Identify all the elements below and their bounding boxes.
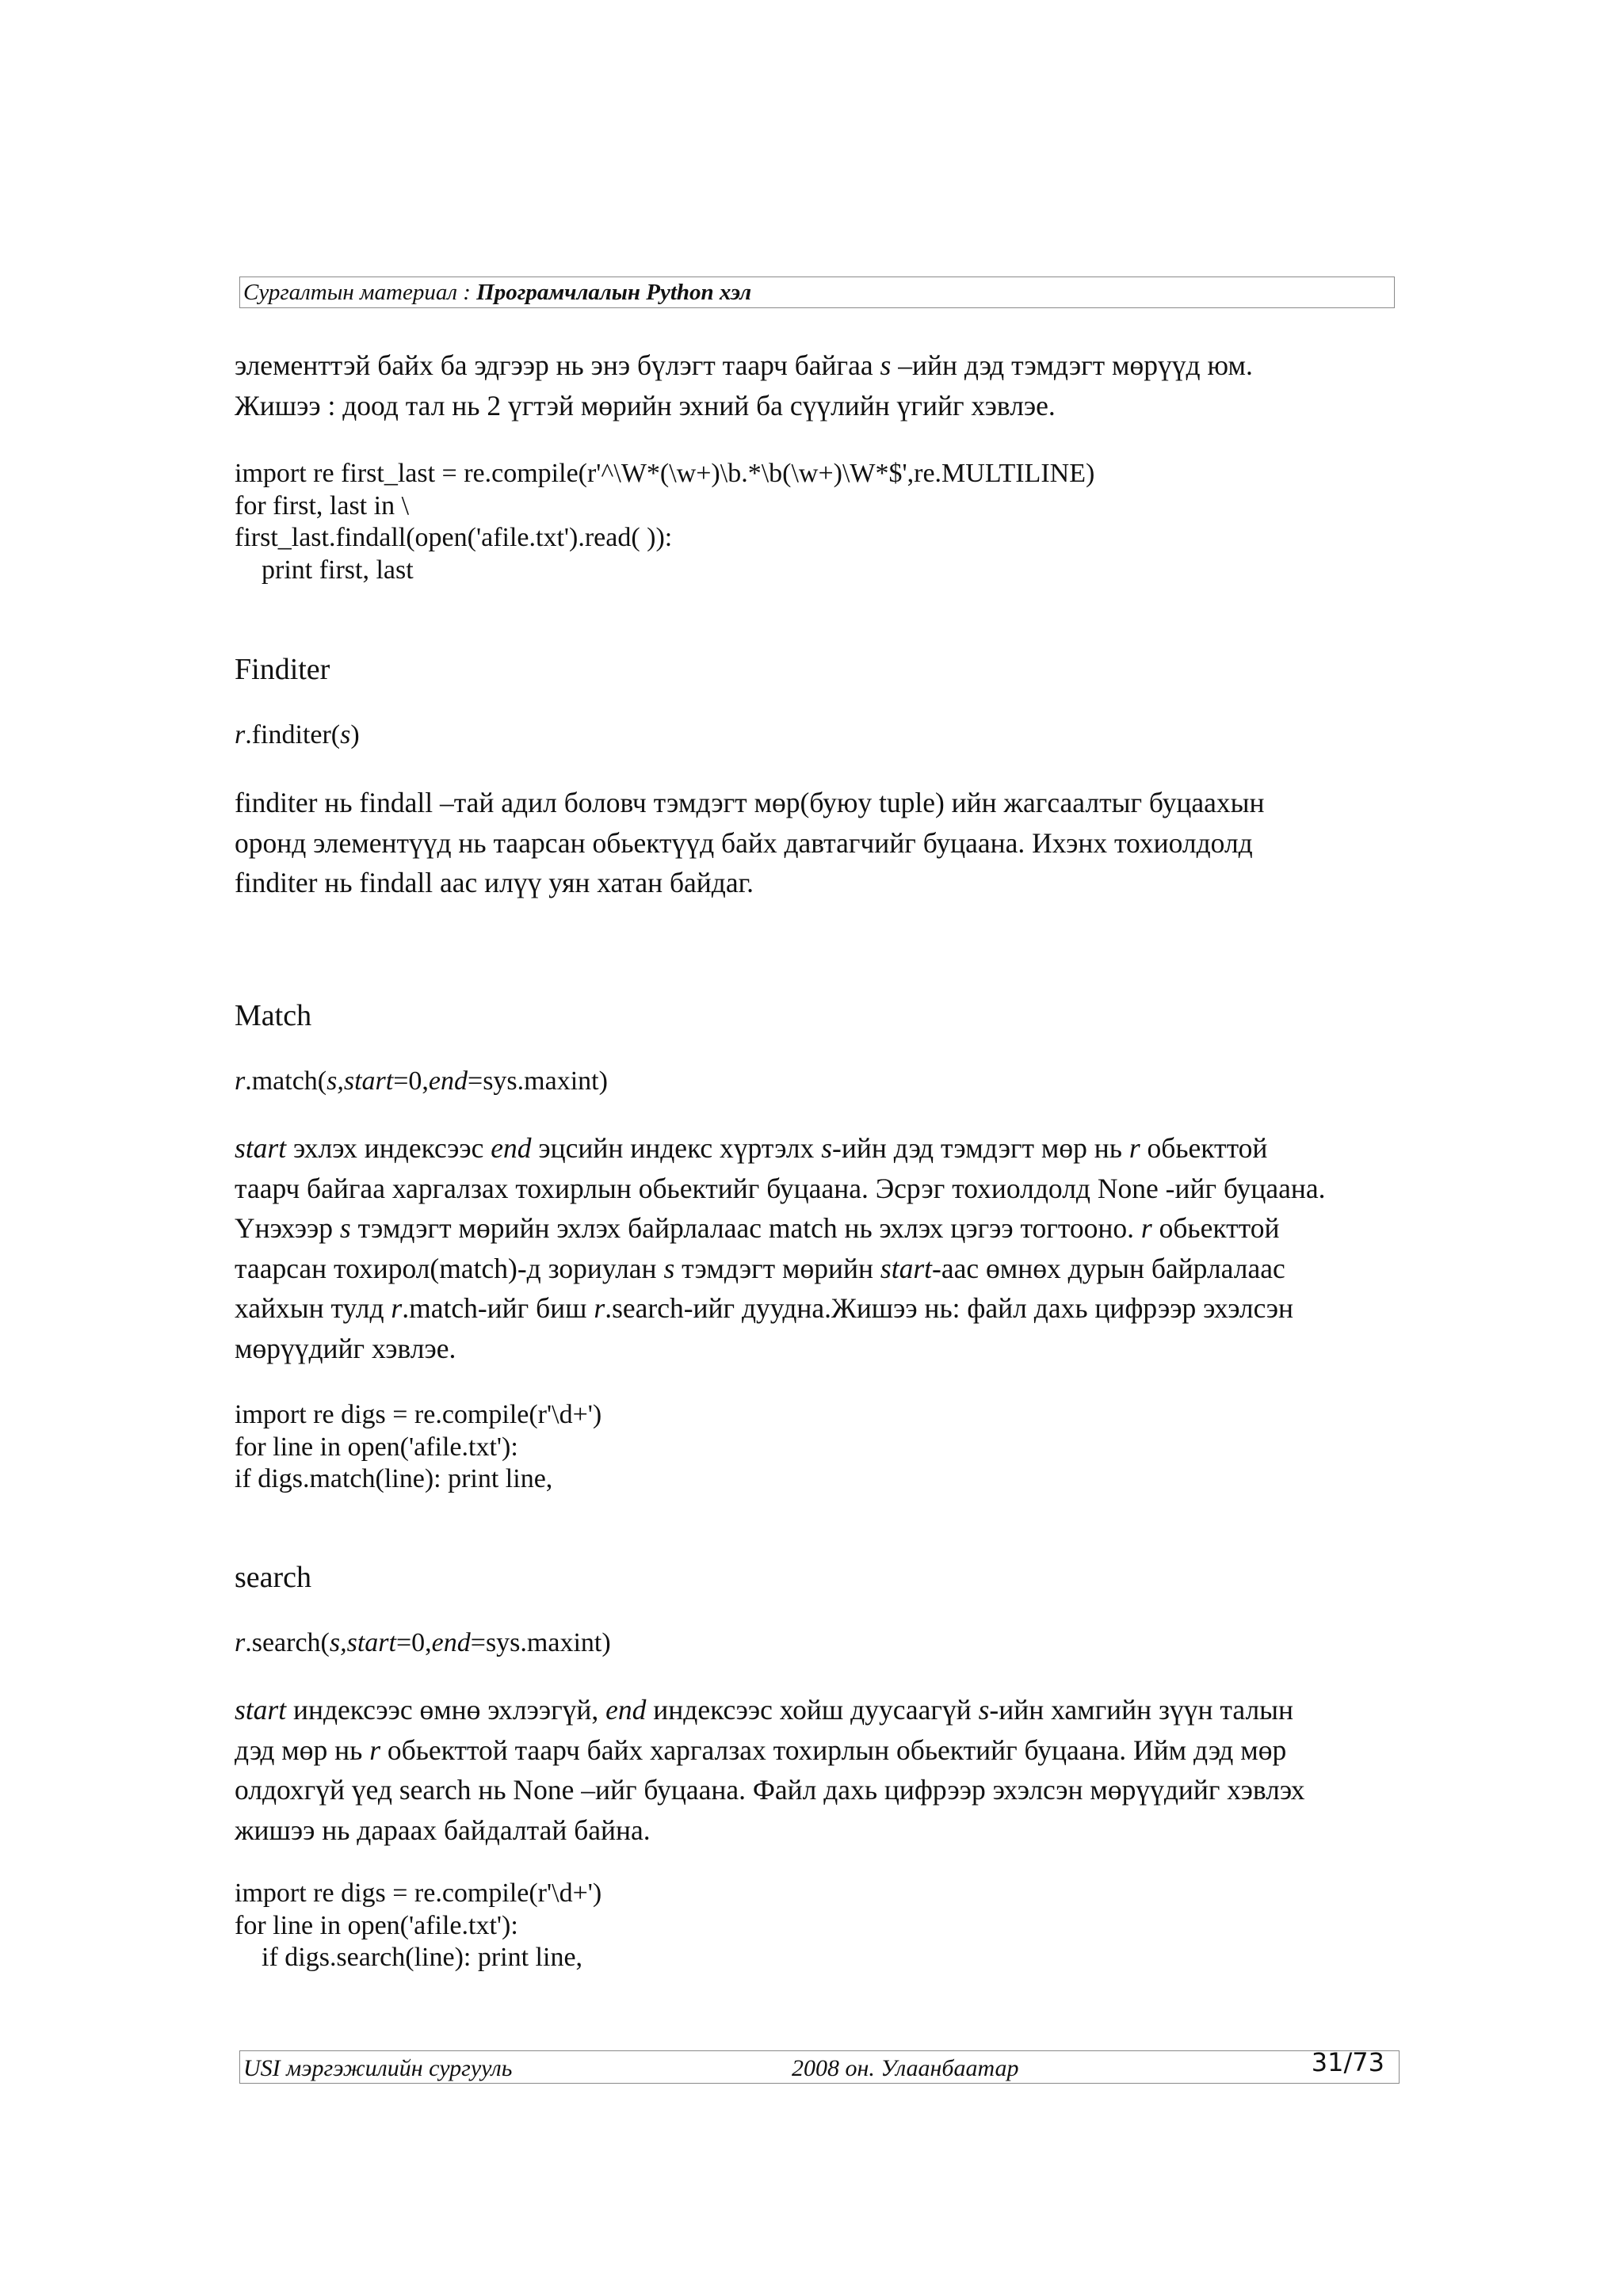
var-s: s, bbox=[327, 1066, 344, 1096]
paragraph-text: .match-ийг биш bbox=[402, 1292, 594, 1324]
code-line: import re digs = re.compile(r'\d+') bbox=[235, 1400, 602, 1429]
sig-text: .search( bbox=[245, 1628, 330, 1657]
paragraph-text: Үнэхээр bbox=[235, 1212, 340, 1244]
var-start: start bbox=[346, 1628, 396, 1657]
var-start: start bbox=[880, 1252, 933, 1284]
match-section bbox=[235, 997, 1423, 1034]
section-heading-finditer: Finditer bbox=[235, 653, 330, 686]
sig-text: .finditer( bbox=[245, 720, 341, 749]
paragraph-line: finditer нь findall аас илүү уян хатан байдаг. bbox=[235, 867, 754, 898]
search-description bbox=[235, 1690, 1423, 1850]
paragraph-text: .search-ийг дуудна.Жишээ нь: файл дахь цифрээр эхэлсэн bbox=[605, 1292, 1293, 1324]
paragraph-text: таарсан тохирол(match)-д зориулан bbox=[235, 1252, 664, 1284]
code-line: print first, last bbox=[235, 555, 414, 585]
paragraph-text: дэд мөр нь bbox=[235, 1733, 370, 1766]
finditer-section bbox=[235, 651, 1423, 688]
search-section bbox=[235, 1559, 1423, 1596]
code-line: first_last.findall(open('afile.txt').read( )): bbox=[235, 523, 673, 552]
var-s: s bbox=[663, 1252, 675, 1284]
paragraph-text: -ийн хамгийн зүүн талын bbox=[989, 1694, 1294, 1726]
intro-text: –ийн дэд тэмдэгт мөрүүд юм. bbox=[891, 349, 1253, 381]
code-block-match bbox=[235, 1399, 1423, 1496]
sig-text: .match( bbox=[245, 1066, 327, 1096]
paragraph-line: олдохгүй үед search нь None –ийг буцаана. Файл дахь цифрээр эхэлсэн мөрүүдийг хэвлэх bbox=[235, 1774, 1305, 1806]
code-line: for first, last in \ bbox=[235, 490, 410, 521]
var-r: r bbox=[594, 1292, 605, 1324]
var-s: s bbox=[978, 1694, 990, 1726]
paragraph-text: эхлэх индексээс bbox=[286, 1132, 491, 1164]
sig-text: =0, bbox=[395, 1628, 432, 1657]
var-end: end bbox=[428, 1066, 468, 1096]
code-line: if digs.match(line): print line, bbox=[235, 1464, 553, 1493]
var-s: s, bbox=[329, 1628, 347, 1657]
var-r: r bbox=[1128, 1132, 1140, 1164]
paragraph-line: таарч байгаа харгалзах тохирлын обьектийг буцаана. Эсрэг тохиолдолд None -ийг буцаана. bbox=[235, 1172, 1326, 1204]
footer-place: 2008 он. Улаанбаатар bbox=[792, 2055, 1019, 2081]
header-title: Програмчлалын Python хэл bbox=[476, 280, 752, 305]
paragraph-text: индексээс өмнө эхлээгүй, bbox=[286, 1694, 606, 1726]
page-header bbox=[239, 277, 1395, 308]
footer-school: USI мэргэжилийн сургууль bbox=[243, 2055, 513, 2081]
finditer-signature bbox=[235, 719, 1423, 751]
code-line: import re first_last = re.compile(r'^\W*(\w+)\b.*\b(\w+)\W*$',re.MULTILINE) bbox=[235, 459, 1095, 488]
var-start: start bbox=[235, 1694, 287, 1726]
var-s: s bbox=[821, 1132, 833, 1164]
paragraph-text: -аас өмнөх дурын байрлалаас bbox=[932, 1252, 1285, 1284]
section-heading-search: search bbox=[235, 1561, 312, 1594]
var-start: start bbox=[235, 1132, 287, 1164]
var-r: r bbox=[369, 1733, 381, 1766]
intro-text: Жишээ : доод тал нь 2 үгтэй мөрийн эхний ба сүүлийн үгийг хэвлэе. bbox=[235, 389, 1056, 421]
var-r: r bbox=[235, 1628, 246, 1657]
var-r: r bbox=[235, 720, 246, 749]
var-r: r bbox=[1140, 1212, 1152, 1244]
section-heading-match: Match bbox=[235, 999, 312, 1032]
intro-text: элементтэй байх ба эдгээр нь энэ бүлэгт таарч байгаа bbox=[235, 349, 880, 381]
page-footer bbox=[239, 2047, 1400, 2084]
var-s: s bbox=[339, 1212, 351, 1244]
page-number: 31/73 bbox=[1311, 2047, 1384, 2077]
sig-text: =0, bbox=[393, 1066, 429, 1096]
match-signature bbox=[235, 1066, 1423, 1097]
var-end: end bbox=[431, 1628, 471, 1657]
var-s: s bbox=[880, 349, 892, 381]
var-s: s bbox=[340, 720, 351, 749]
paragraph-text: тэмдэгт мөрийн эхлэх байрлалаас match нь эхлэх цэгээ тогтооно. bbox=[350, 1212, 1141, 1244]
paragraph-text: тэмдэгт мөрийн bbox=[674, 1252, 880, 1284]
var-r: r bbox=[391, 1292, 403, 1324]
code-line: if digs.search(line): print line, bbox=[235, 1943, 583, 1972]
paragraph-text: обьекттой таарч байх харгалзах тохирлын обьектийг буцаана. Ийм дэд мөр bbox=[380, 1733, 1287, 1766]
sig-text: ) bbox=[350, 720, 360, 749]
code-line: import re digs = re.compile(r'\d+') bbox=[235, 1878, 602, 1908]
paragraph-text: индексээс хойш дуусаагүй bbox=[646, 1694, 979, 1726]
var-r: r bbox=[235, 1066, 246, 1096]
finditer-description bbox=[235, 783, 1423, 903]
code-line: for line in open('afile.txt'): bbox=[235, 1910, 518, 1940]
paragraph-line: finditer нь findall –тай адил боловч тэмдэгт мөр(буюу tuple) ийн жагсаалтыг буцаахын bbox=[235, 787, 1265, 818]
var-start: start bbox=[343, 1066, 394, 1096]
search-signature bbox=[235, 1627, 1423, 1659]
intro-paragraph bbox=[235, 345, 1423, 425]
code-block-search bbox=[235, 1878, 1423, 1974]
header-prefix: Сургалтын материал : bbox=[243, 280, 477, 305]
var-end: end bbox=[605, 1694, 647, 1726]
paragraph-text: обьекттой bbox=[1151, 1212, 1280, 1244]
sig-text: =sys.maxint) bbox=[470, 1628, 611, 1657]
code-block-findall bbox=[235, 458, 1423, 586]
var-end: end bbox=[491, 1132, 532, 1164]
paragraph-line: мөрүүдийг хэвлэе. bbox=[235, 1332, 456, 1364]
paragraph-text: обьекттой bbox=[1140, 1132, 1268, 1164]
match-description bbox=[235, 1128, 1423, 1368]
paragraph-line: оронд элементүүд нь таарсан обьектүүд байх давтагчийг буцаана. Ихэнх тохиолдолд bbox=[235, 826, 1253, 859]
code-line: for line in open('afile.txt'): bbox=[235, 1432, 518, 1462]
paragraph-text: хайхын тулд bbox=[235, 1292, 391, 1324]
paragraph-text: -ийн дэд тэмдэгт мөр нь bbox=[832, 1132, 1129, 1164]
sig-text: =sys.maxint) bbox=[468, 1066, 608, 1096]
paragraph-line: жишээ нь дараах байдалтай байна. bbox=[235, 1814, 651, 1846]
paragraph-text: эцсийн индекс хүртэлх bbox=[531, 1132, 822, 1164]
